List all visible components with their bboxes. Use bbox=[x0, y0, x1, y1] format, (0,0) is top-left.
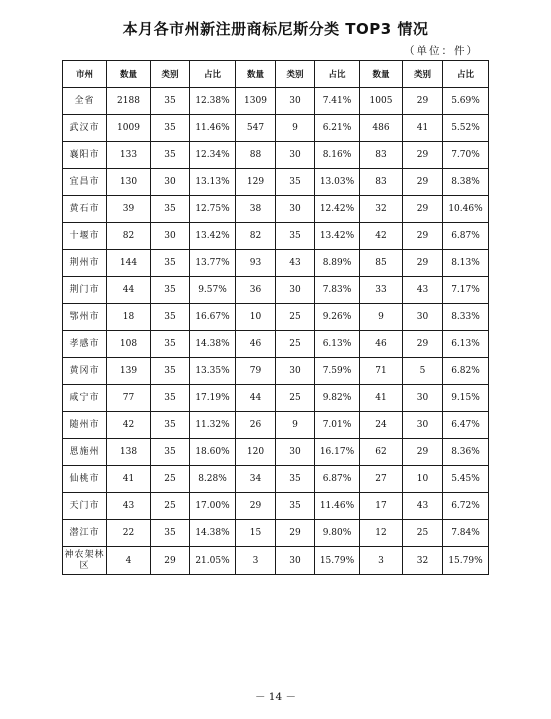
cell-city: 潜江市 bbox=[63, 520, 107, 547]
cell-count-2: 82 bbox=[236, 223, 276, 250]
table-row bbox=[63, 277, 489, 304]
header-share-1: 占比 bbox=[190, 61, 236, 88]
unit-label: （单位：件） bbox=[404, 45, 479, 57]
cell-count-2: 15 bbox=[236, 520, 276, 547]
cell-share-1: 14.38% bbox=[190, 520, 236, 547]
cell-class-2: 9 bbox=[276, 412, 315, 439]
header-share-3: 占比 bbox=[443, 61, 489, 88]
cell-class-1: 35 bbox=[151, 304, 190, 331]
cell-share-2: 6.21% bbox=[315, 115, 360, 142]
header-class-2: 类别 bbox=[276, 61, 315, 88]
cell-class-1: 35 bbox=[151, 385, 190, 412]
cell-count-2: 36 bbox=[236, 277, 276, 304]
table-row bbox=[63, 385, 489, 412]
cell-count-1: 42 bbox=[107, 412, 151, 439]
header-count-3: 数量 bbox=[360, 61, 403, 88]
cell-class-1: 35 bbox=[151, 412, 190, 439]
cell-share-2: 11.46% bbox=[315, 493, 360, 520]
cell-class-3: 29 bbox=[403, 331, 443, 358]
cell-city: 孝感市 bbox=[63, 331, 107, 358]
cell-share-3: 7.70% bbox=[443, 142, 489, 169]
cell-share-3: 8.38% bbox=[443, 169, 489, 196]
cell-share-1: 13.42% bbox=[190, 223, 236, 250]
cell-count-2: 93 bbox=[236, 250, 276, 277]
cell-count-2: 26 bbox=[236, 412, 276, 439]
cell-class-2: 30 bbox=[276, 196, 315, 223]
cell-count-2: 46 bbox=[236, 331, 276, 358]
cell-count-3: 24 bbox=[360, 412, 403, 439]
cell-class-1: 35 bbox=[151, 88, 190, 115]
cell-share-3: 8.13% bbox=[443, 250, 489, 277]
table-row bbox=[63, 439, 489, 466]
cell-city: 荆门市 bbox=[63, 277, 107, 304]
cell-class-3: 10 bbox=[403, 466, 443, 493]
cell-share-2: 15.79% bbox=[315, 547, 360, 575]
cell-share-2: 7.59% bbox=[315, 358, 360, 385]
cell-share-3: 7.17% bbox=[443, 277, 489, 304]
cell-share-3: 5.52% bbox=[443, 115, 489, 142]
cell-city: 咸宁市 bbox=[63, 385, 107, 412]
cell-class-1: 25 bbox=[151, 493, 190, 520]
cell-share-3: 15.79% bbox=[443, 547, 489, 575]
cell-city: 十堰市 bbox=[63, 223, 107, 250]
cell-share-2: 13.42% bbox=[315, 223, 360, 250]
cell-class-1: 35 bbox=[151, 439, 190, 466]
cell-city: 荆州市 bbox=[63, 250, 107, 277]
cell-share-1: 8.28% bbox=[190, 466, 236, 493]
header-class-1: 类别 bbox=[151, 61, 190, 88]
header-share-2: 占比 bbox=[315, 61, 360, 88]
trademark-table bbox=[62, 60, 489, 575]
cell-share-3: 5.69% bbox=[443, 88, 489, 115]
cell-share-3: 5.45% bbox=[443, 466, 489, 493]
header-count-2: 数量 bbox=[236, 61, 276, 88]
cell-city: 全省 bbox=[63, 88, 107, 115]
cell-share-1: 21.05% bbox=[190, 547, 236, 575]
cell-share-2: 9.80% bbox=[315, 520, 360, 547]
cell-class-3: 43 bbox=[403, 493, 443, 520]
cell-count-3: 62 bbox=[360, 439, 403, 466]
cell-count-3: 83 bbox=[360, 169, 403, 196]
cell-count-1: 133 bbox=[107, 142, 151, 169]
cell-city: 仙桃市 bbox=[63, 466, 107, 493]
cell-class-1: 35 bbox=[151, 142, 190, 169]
cell-class-2: 25 bbox=[276, 304, 315, 331]
cell-share-1: 9.57% bbox=[190, 277, 236, 304]
cell-share-3: 8.36% bbox=[443, 439, 489, 466]
cell-class-1: 35 bbox=[151, 520, 190, 547]
cell-share-1: 13.35% bbox=[190, 358, 236, 385]
cell-city: 随州市 bbox=[63, 412, 107, 439]
cell-city: 黄石市 bbox=[63, 196, 107, 223]
table-row bbox=[63, 196, 489, 223]
cell-class-3: 32 bbox=[403, 547, 443, 575]
cell-count-3: 46 bbox=[360, 331, 403, 358]
cell-share-1: 17.00% bbox=[190, 493, 236, 520]
cell-share-2: 6.87% bbox=[315, 466, 360, 493]
cell-class-3: 29 bbox=[403, 439, 443, 466]
cell-count-2: 129 bbox=[236, 169, 276, 196]
cell-share-1: 11.32% bbox=[190, 412, 236, 439]
cell-count-3: 1005 bbox=[360, 88, 403, 115]
cell-count-3: 42 bbox=[360, 223, 403, 250]
cell-share-3: 9.15% bbox=[443, 385, 489, 412]
cell-count-3: 3 bbox=[360, 547, 403, 575]
cell-class-2: 30 bbox=[276, 547, 315, 575]
cell-class-2: 29 bbox=[276, 520, 315, 547]
cell-count-3: 41 bbox=[360, 385, 403, 412]
cell-count-2: 29 bbox=[236, 493, 276, 520]
cell-class-2: 30 bbox=[276, 142, 315, 169]
cell-share-1: 16.67% bbox=[190, 304, 236, 331]
cell-share-2: 12.42% bbox=[315, 196, 360, 223]
cell-count-1: 82 bbox=[107, 223, 151, 250]
cell-share-1: 13.13% bbox=[190, 169, 236, 196]
cell-share-3: 6.13% bbox=[443, 331, 489, 358]
cell-class-3: 29 bbox=[403, 223, 443, 250]
cell-share-2: 16.17% bbox=[315, 439, 360, 466]
table-row bbox=[63, 412, 489, 439]
table-row bbox=[63, 547, 489, 575]
cell-class-1: 35 bbox=[151, 250, 190, 277]
cell-count-1: 22 bbox=[107, 520, 151, 547]
cell-count-3: 33 bbox=[360, 277, 403, 304]
cell-class-3: 25 bbox=[403, 520, 443, 547]
cell-share-1: 11.46% bbox=[190, 115, 236, 142]
cell-count-2: 120 bbox=[236, 439, 276, 466]
table-row bbox=[63, 142, 489, 169]
cell-count-3: 71 bbox=[360, 358, 403, 385]
header-city: 市州 bbox=[63, 61, 107, 88]
cell-class-2: 43 bbox=[276, 250, 315, 277]
cell-class-2: 30 bbox=[276, 439, 315, 466]
cell-share-3: 6.72% bbox=[443, 493, 489, 520]
cell-share-2: 8.89% bbox=[315, 250, 360, 277]
cell-count-3: 32 bbox=[360, 196, 403, 223]
table-header-row bbox=[63, 61, 489, 88]
table-row bbox=[63, 466, 489, 493]
cell-count-3: 9 bbox=[360, 304, 403, 331]
cell-count-2: 10 bbox=[236, 304, 276, 331]
cell-class-3: 29 bbox=[403, 88, 443, 115]
table-row bbox=[63, 520, 489, 547]
page-title: 本月各市州新注册商标尼斯分类 TOP3 情况 bbox=[122, 20, 429, 38]
cell-share-3: 6.82% bbox=[443, 358, 489, 385]
cell-share-2: 13.03% bbox=[315, 169, 360, 196]
cell-class-1: 30 bbox=[151, 169, 190, 196]
cell-class-3: 29 bbox=[403, 169, 443, 196]
cell-class-1: 35 bbox=[151, 358, 190, 385]
table-row bbox=[63, 223, 489, 250]
cell-class-1: 35 bbox=[151, 331, 190, 358]
cell-count-2: 547 bbox=[236, 115, 276, 142]
cell-class-1: 29 bbox=[151, 547, 190, 575]
cell-share-1: 12.34% bbox=[190, 142, 236, 169]
cell-class-3: 29 bbox=[403, 196, 443, 223]
cell-share-2: 7.01% bbox=[315, 412, 360, 439]
page-number: － 14 － bbox=[254, 691, 297, 703]
table-row bbox=[63, 169, 489, 196]
cell-class-2: 35 bbox=[276, 466, 315, 493]
cell-share-2: 7.83% bbox=[315, 277, 360, 304]
table-row bbox=[63, 304, 489, 331]
cell-class-1: 35 bbox=[151, 196, 190, 223]
cell-share-1: 18.60% bbox=[190, 439, 236, 466]
cell-class-2: 35 bbox=[276, 223, 315, 250]
cell-city: 黄冈市 bbox=[63, 358, 107, 385]
header-count-1: 数量 bbox=[107, 61, 151, 88]
cell-class-3: 30 bbox=[403, 412, 443, 439]
cell-class-3: 30 bbox=[403, 385, 443, 412]
cell-share-3: 7.84% bbox=[443, 520, 489, 547]
cell-class-1: 30 bbox=[151, 223, 190, 250]
cell-count-3: 83 bbox=[360, 142, 403, 169]
cell-share-3: 6.87% bbox=[443, 223, 489, 250]
cell-count-1: 1009 bbox=[107, 115, 151, 142]
cell-count-1: 44 bbox=[107, 277, 151, 304]
cell-count-1: 4 bbox=[107, 547, 151, 575]
cell-count-1: 43 bbox=[107, 493, 151, 520]
cell-count-2: 3 bbox=[236, 547, 276, 575]
cell-class-2: 30 bbox=[276, 88, 315, 115]
cell-share-2: 9.26% bbox=[315, 304, 360, 331]
cell-count-3: 85 bbox=[360, 250, 403, 277]
cell-share-2: 9.82% bbox=[315, 385, 360, 412]
cell-count-2: 88 bbox=[236, 142, 276, 169]
cell-count-1: 130 bbox=[107, 169, 151, 196]
cell-count-3: 27 bbox=[360, 466, 403, 493]
cell-class-3: 41 bbox=[403, 115, 443, 142]
header-class-3: 类别 bbox=[403, 61, 443, 88]
cell-class-2: 25 bbox=[276, 331, 315, 358]
cell-class-2: 30 bbox=[276, 277, 315, 304]
table-row bbox=[63, 493, 489, 520]
cell-count-2: 44 bbox=[236, 385, 276, 412]
table-row bbox=[63, 88, 489, 115]
table-row bbox=[63, 358, 489, 385]
cell-share-1: 12.75% bbox=[190, 196, 236, 223]
cell-count-1: 18 bbox=[107, 304, 151, 331]
cell-share-1: 12.38% bbox=[190, 88, 236, 115]
table-row bbox=[63, 331, 489, 358]
cell-city: 鄂州市 bbox=[63, 304, 107, 331]
cell-count-2: 1309 bbox=[236, 88, 276, 115]
cell-count-3: 12 bbox=[360, 520, 403, 547]
cell-count-1: 138 bbox=[107, 439, 151, 466]
cell-class-1: 35 bbox=[151, 115, 190, 142]
cell-class-3: 29 bbox=[403, 250, 443, 277]
cell-count-2: 38 bbox=[236, 196, 276, 223]
cell-city: 宜昌市 bbox=[63, 169, 107, 196]
cell-city: 天门市 bbox=[63, 493, 107, 520]
cell-count-2: 79 bbox=[236, 358, 276, 385]
cell-count-3: 17 bbox=[360, 493, 403, 520]
cell-share-1: 14.38% bbox=[190, 331, 236, 358]
cell-city: 恩施州 bbox=[63, 439, 107, 466]
cell-class-2: 35 bbox=[276, 169, 315, 196]
cell-share-3: 6.47% bbox=[443, 412, 489, 439]
cell-city: 神农架林区 bbox=[63, 547, 107, 575]
cell-count-1: 41 bbox=[107, 466, 151, 493]
cell-share-2: 7.41% bbox=[315, 88, 360, 115]
cell-class-1: 35 bbox=[151, 277, 190, 304]
cell-class-2: 30 bbox=[276, 358, 315, 385]
cell-count-1: 77 bbox=[107, 385, 151, 412]
cell-city: 襄阳市 bbox=[63, 142, 107, 169]
cell-count-1: 39 bbox=[107, 196, 151, 223]
table-body bbox=[63, 88, 489, 575]
cell-share-3: 8.33% bbox=[443, 304, 489, 331]
cell-city: 武汉市 bbox=[63, 115, 107, 142]
cell-class-3: 30 bbox=[403, 304, 443, 331]
cell-share-1: 17.19% bbox=[190, 385, 236, 412]
cell-class-2: 9 bbox=[276, 115, 315, 142]
cell-class-3: 29 bbox=[403, 142, 443, 169]
cell-count-2: 34 bbox=[236, 466, 276, 493]
table-row bbox=[63, 250, 489, 277]
cell-share-3: 10.46% bbox=[443, 196, 489, 223]
cell-count-1: 139 bbox=[107, 358, 151, 385]
cell-class-2: 35 bbox=[276, 493, 315, 520]
cell-class-3: 5 bbox=[403, 358, 443, 385]
cell-share-2: 6.13% bbox=[315, 331, 360, 358]
cell-share-2: 8.16% bbox=[315, 142, 360, 169]
cell-count-1: 144 bbox=[107, 250, 151, 277]
cell-count-3: 486 bbox=[360, 115, 403, 142]
table-row bbox=[63, 115, 489, 142]
cell-count-1: 2188 bbox=[107, 88, 151, 115]
cell-share-1: 13.77% bbox=[190, 250, 236, 277]
cell-class-1: 25 bbox=[151, 466, 190, 493]
cell-class-2: 25 bbox=[276, 385, 315, 412]
cell-class-3: 43 bbox=[403, 277, 443, 304]
cell-count-1: 108 bbox=[107, 331, 151, 358]
